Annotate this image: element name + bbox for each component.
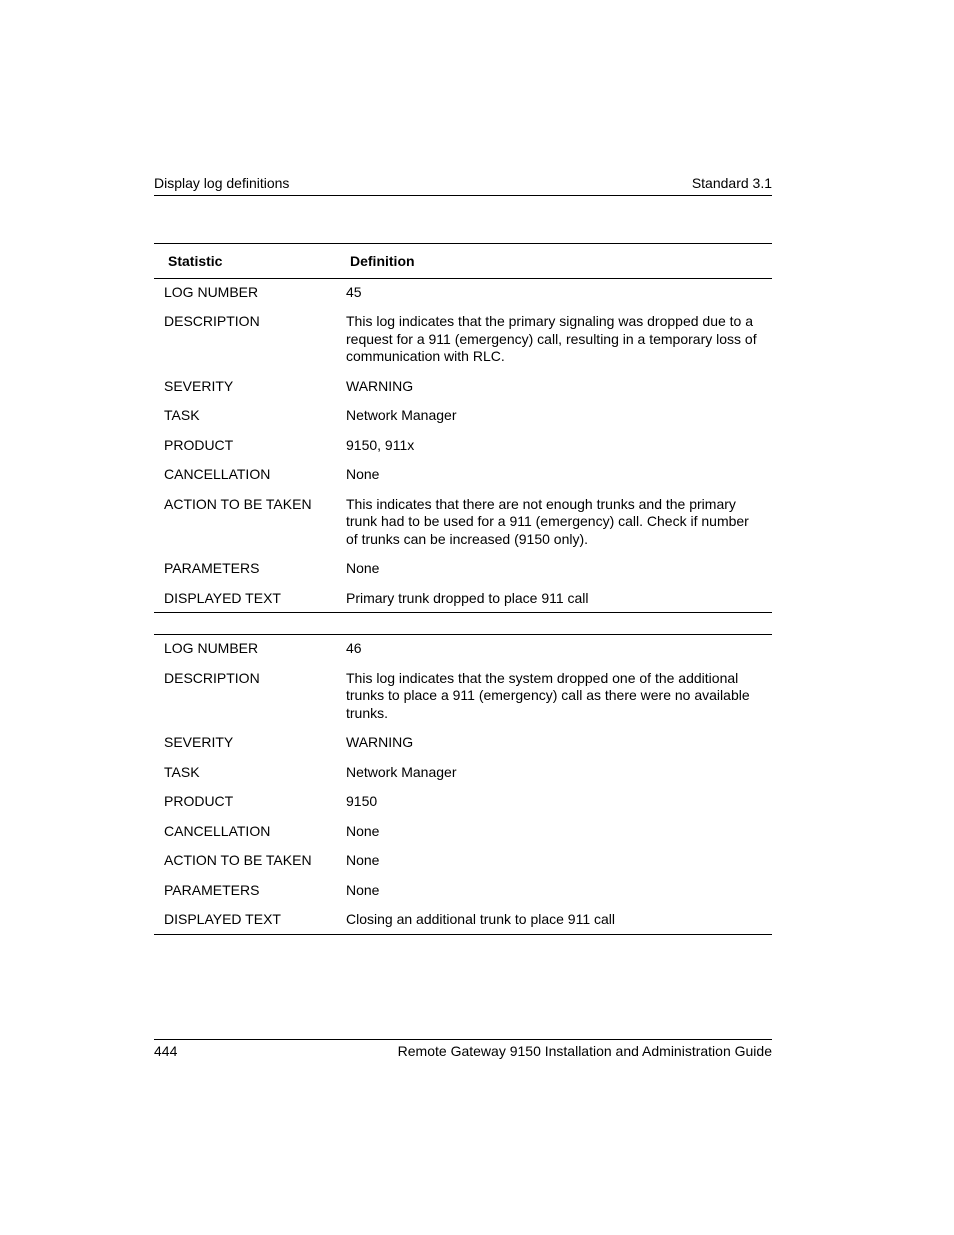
definition-column-header: Definition [337, 244, 772, 279]
version-label: Standard 3.1 [691, 175, 772, 191]
row-value: 46 [346, 640, 362, 656]
table-row [154, 395, 772, 425]
table-header-row [154, 244, 772, 279]
table-row [154, 635, 772, 658]
row-label: CANCELLATION [164, 466, 271, 482]
table-row [154, 899, 772, 934]
row-label: ACTION TO BE TAKEN [164, 495, 312, 512]
row-value: None [346, 822, 380, 839]
row-value: Network Manager [346, 407, 457, 423]
row-value: WARNING [346, 734, 414, 750]
table-row [154, 722, 772, 752]
statistic-column-header: Statistic [154, 244, 337, 279]
row-label: TASK [164, 407, 200, 423]
row-label: PRODUCT [164, 436, 234, 453]
row-value: None [346, 881, 380, 898]
row-value: 9150, 911x [346, 436, 415, 453]
row-value: Primary trunk dropped to place 911 call [346, 589, 589, 606]
row-label: DESCRIPTION [164, 313, 260, 329]
table-row [154, 811, 772, 841]
log-table-45 [154, 243, 772, 613]
row-value: This indicates that there are not enough trunks and the primary trunk had to be used for a 911 (emergency) call. Check if number of trunks can be increased (9150 only). [346, 495, 749, 547]
page-footer [154, 1039, 772, 1059]
table-row [154, 366, 772, 396]
row-label: SEVERITY [164, 377, 234, 394]
row-label: PARAMETERS [164, 881, 260, 898]
row-value: Network Manager [346, 763, 457, 780]
row-value: None [346, 466, 380, 482]
table-row [154, 658, 772, 723]
row-value: 9150 [346, 793, 378, 809]
row-label: TASK [164, 763, 200, 780]
log-table-46 [154, 634, 772, 935]
page-number: 444 [154, 1043, 178, 1059]
row-value: None [346, 852, 380, 868]
table-row [154, 425, 772, 455]
table-row [154, 752, 772, 782]
row-label: LOG NUMBER [164, 283, 259, 300]
row-label: LOG NUMBER [164, 640, 259, 656]
row-label: PARAMETERS [164, 560, 260, 576]
row-value: This log indicates that the primary signaling was dropped due to a request for a 911 (emergency) call, resulting in a temporary loss of communication with RLC. [346, 313, 757, 364]
row-label: CANCELLATION [164, 822, 271, 839]
page-header [154, 174, 772, 196]
row-label: DISPLAYED TEXT [164, 911, 281, 927]
table-row [154, 301, 772, 366]
row-label: PRODUCT [164, 793, 234, 809]
row-label: DESCRIPTION [164, 669, 260, 686]
section-title: Display log definitions [154, 175, 290, 191]
table-row [154, 484, 772, 549]
table-row [154, 840, 772, 870]
row-value: None [346, 560, 380, 576]
table-row [154, 278, 772, 301]
table-row [154, 578, 772, 613]
table-row [154, 870, 772, 900]
table-row [154, 548, 772, 578]
table-row [154, 781, 772, 811]
row-value: 45 [346, 283, 362, 300]
row-value: This log indicates that the system dropped one of the additional trunks to place a 911 (emergency) call as there were no available trunks. [346, 669, 750, 721]
document-title: Remote Gateway 9150 Installation and Administration Guide [397, 1043, 772, 1059]
row-label: ACTION TO BE TAKEN [164, 852, 312, 868]
table-row [154, 454, 772, 484]
row-value: Closing an additional trunk to place 911 call [346, 911, 616, 927]
row-label: DISPLAYED TEXT [164, 589, 281, 606]
row-label: SEVERITY [164, 734, 234, 750]
row-value: WARNING [346, 377, 414, 394]
